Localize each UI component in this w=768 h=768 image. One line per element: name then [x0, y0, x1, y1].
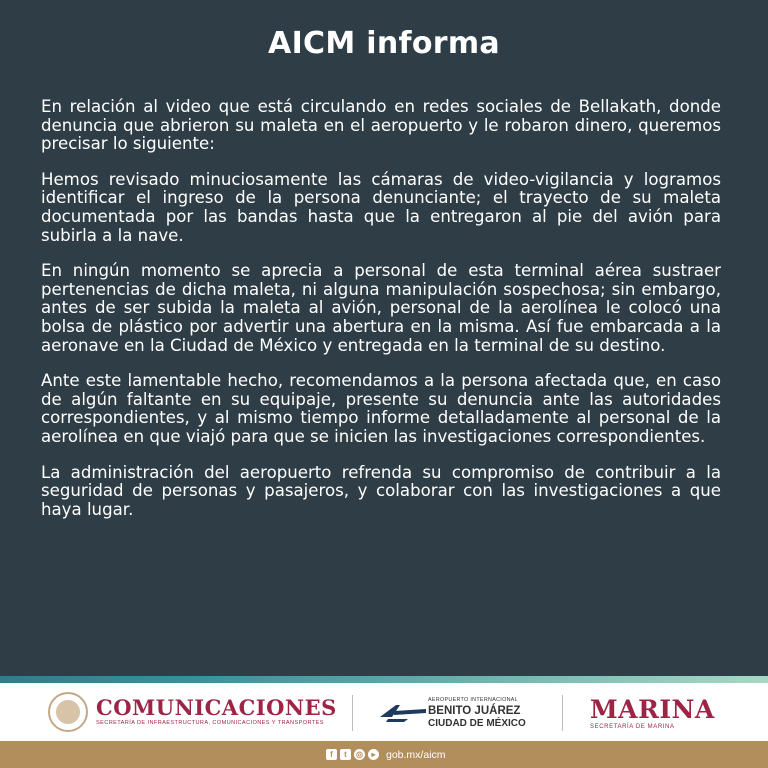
airplane-logo-icon [378, 699, 428, 723]
divider [352, 695, 353, 731]
paragraph: Hemos revisado minuciosamente las cámaras de video-vigilancia y logramos identificar el ingreso de la persona denunciante; el trayecto de su maleta documentada por las bandas hasta que la entregaron al pie del avión para subirla a la nave. [41, 169, 721, 245]
paragraph: En relación al video que está circulando en redes sociales de Bellakath, donde denuncia que abrieron su maleta en el aeropuerto y le robaron dinero, queremos precisar lo siguiente: [41, 97, 721, 154]
instagram-icon[interactable]: ◎ [354, 749, 365, 760]
eagle-seal-icon [48, 692, 88, 732]
color-stripe [0, 676, 768, 683]
website-link[interactable]: gob.mx/aicm [386, 748, 446, 761]
youtube-icon[interactable]: ▸ [368, 749, 379, 760]
twitter-icon[interactable]: t [340, 749, 351, 760]
marina-subtitle: SECRETARÍA DE MARINA [590, 724, 675, 730]
logo-footer [0, 683, 768, 741]
aicm-line3: CIUDAD DE MÉXICO [428, 718, 526, 729]
page-title: AICM informa [268, 26, 500, 61]
paragraph: Ante este lamentable hecho, recomendamos a la persona afectada que, en caso de algún faltante en su equipaje, presente su denuncia ante las autoridades correspondientes, y al mismo tiempo informe detalladamente al personal de la aerolínea en que viajó para que se inicien las investigaciones correspondientes. [41, 371, 721, 446]
social-links [326, 748, 446, 761]
comunicaciones-logo: COMUNICACIONES [96, 695, 337, 720]
statement-body [41, 98, 721, 536]
bottom-bar [0, 741, 768, 768]
facebook-icon[interactable]: f [326, 749, 337, 760]
aicm-line1: AEROPUERTO INTERNACIONAL [428, 697, 518, 703]
comunicaciones-subtitle: SECRETARÍA DE INFRAESTRUCTURA, COMUNICACIONES Y TRANSPORTES [96, 720, 324, 726]
paragraph: En ningún momento se aprecia a personal de esta terminal aérea sustraer pertenencias de dicha maleta, ni alguna manipulación sospechosa; sin embargo, antes de ser subida la maleta al avión, personal de la aerolínea le colocó una bolsa de plástico por advertir una abertura en la misma. Así fue embarcada a la aeronave en la Ciudad de México y entregada en la terminal de su destino. [41, 261, 721, 355]
paragraph: La administración del aeropuerto refrenda su compromiso de contribuir a la seguridad de personas y pasajeros, y colaborar con las investigaciones a que haya lugar. [41, 462, 721, 519]
divider [562, 695, 563, 731]
marina-logo: MARINA [590, 695, 715, 724]
aicm-line2: BENITO JUÁREZ [428, 705, 521, 717]
